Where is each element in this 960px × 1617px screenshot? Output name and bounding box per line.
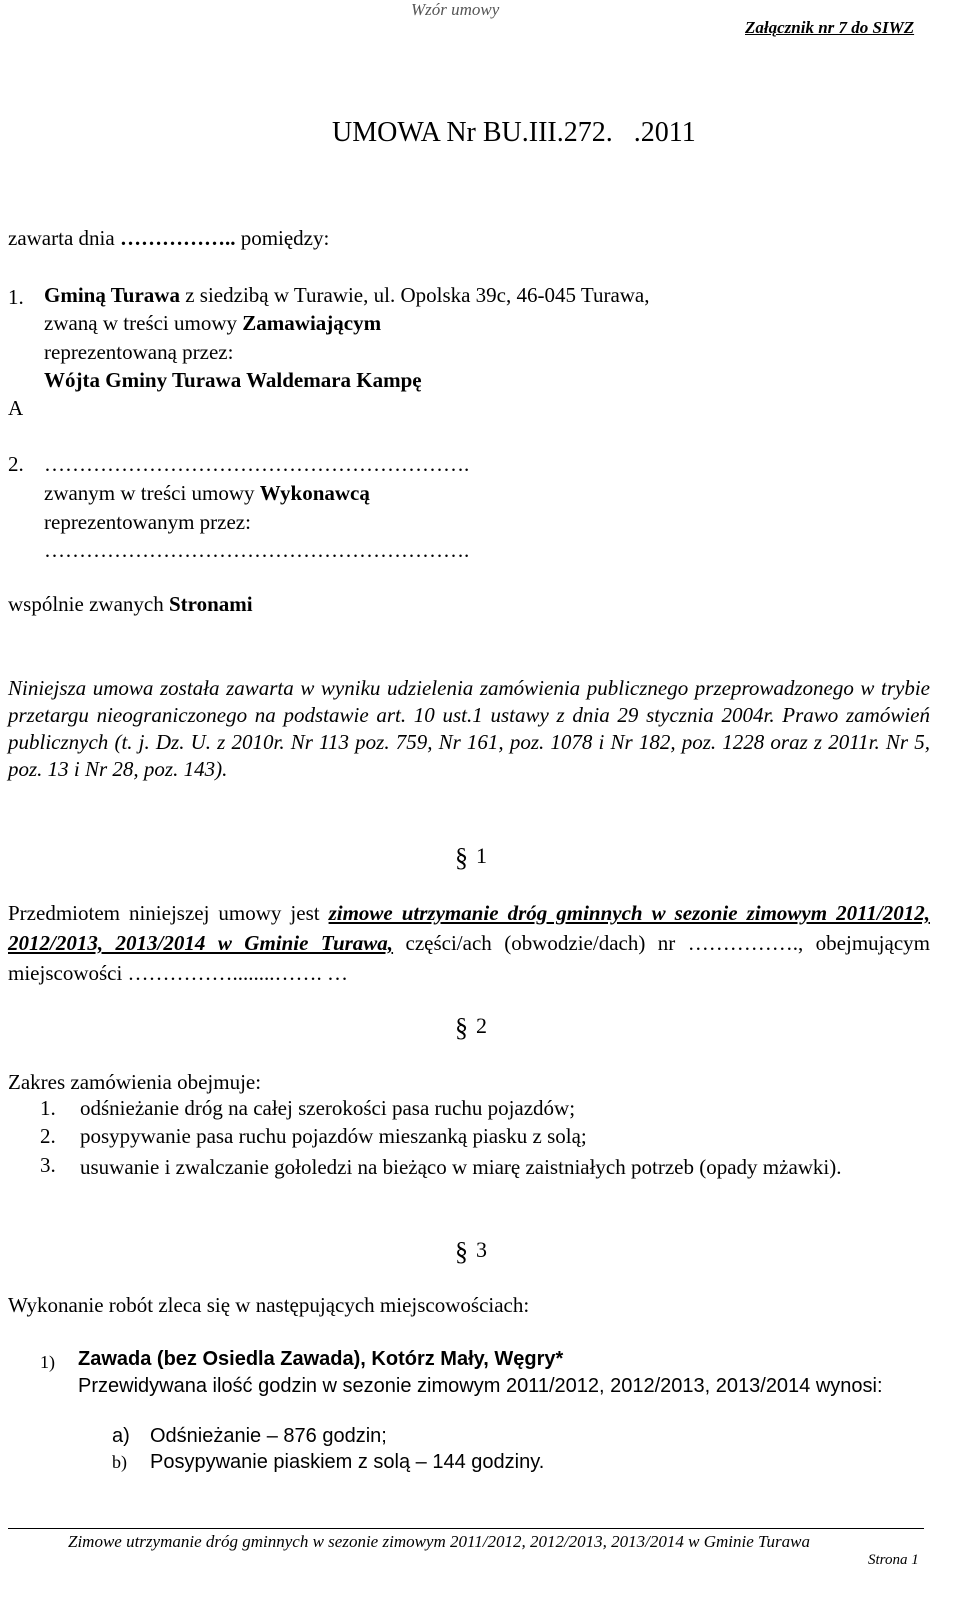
section-2-lead: Zakres zamówienia obejmuje:: [8, 1070, 262, 1094]
location-item-title: Zawada (bez Osiedla Zawada), Kotórz Mały, Węgry*: [78, 1348, 564, 1370]
list-item-num: 3.: [40, 1153, 56, 1177]
intro-suffix: pomiędzy:: [235, 226, 330, 250]
section-3-number: 3: [476, 1237, 487, 1262]
header-left-label: Wzór umowy: [411, 0, 500, 19]
party1-representative: Wójta Gminy Turawa Waldemara Kampę: [44, 368, 422, 392]
party1-name: Gminą Turawa: [44, 283, 180, 307]
location-item-num: 1): [40, 1352, 55, 1372]
together-line: [8, 592, 253, 617]
intro-line: [8, 226, 329, 251]
together-role: Stronami: [168, 592, 253, 616]
intro-prefix: zawarta dnia: [8, 226, 120, 250]
party2-dots: …………………………………………………….: [44, 452, 470, 476]
section-2-heading: [455, 1013, 487, 1043]
section-1-heading: [455, 843, 487, 873]
party1-number: 1.: [8, 285, 24, 309]
header-attachment-label: Załącznik nr 7 do SIWZ: [745, 18, 915, 37]
party1-called-prefix: zwaną w treści umowy: [44, 311, 243, 335]
party1-called-line: [44, 311, 381, 336]
page-number: Strona 1: [868, 1552, 919, 1568]
section-symbol: §: [455, 1013, 468, 1042]
document-title: UMOWA Nr BU.III.272. .2011: [332, 117, 696, 148]
conjunction: A: [8, 396, 24, 420]
section-1-number: 1: [476, 843, 487, 868]
footer-divider: [8, 1528, 924, 1529]
list-item-num: 2.: [40, 1124, 56, 1148]
list-item-text: usuwanie i zwalczanie gołoledzi na bieżąco w miarę zaistniałych potrzeb (opady mżawki).: [80, 1155, 842, 1179]
sub-item-num: b): [112, 1452, 127, 1472]
sub-item-num: a): [112, 1425, 130, 1447]
intro-dots: ……………..: [119, 226, 236, 250]
section-2-number: 2: [476, 1013, 487, 1038]
party1-represented: reprezentowaną przez:: [44, 340, 234, 364]
together-prefix: wspólnie zwanych: [8, 592, 169, 616]
location-hours-text: Przewidywana ilość godzin w sezonie zimowym 2011/2012, 2012/2013, 2013/2014 wynosi:: [78, 1375, 883, 1397]
section-3-heading: [455, 1237, 487, 1267]
party1-line: [44, 283, 650, 308]
sub-item-text: Posypywanie piaskiem z solą – 144 godziny.: [150, 1451, 545, 1473]
sub-item-text: Odśnieżanie – 876 godzin;: [150, 1425, 387, 1447]
preamble-paragraph: Niniejsza umowa została zawarta w wyniku udzielenia zamówienia publicznego przeprowadzonego w trybie przetargu nieograniczonego na podstawie art. 10 ust.1 ustawy z dnia 29 stycznia 2004r. Prawo zamówień publicznych (t. j. Dz. U. z 2010r. Nr 113 poz. 759, Nr 161, poz. 1078 i Nr 182, poz. 1228 oraz z 2011r. Nr 5, poz. 13 i Nr 28, poz. 143).: [8, 676, 930, 781]
party2-rep-dots: …………………………………………………….: [44, 538, 470, 562]
section-1-lead: Przedmiotem niniejszej umowy jest: [8, 901, 329, 925]
list-item-text: posypywanie pasa ruchu pojazdów mieszanką piasku z solą;: [80, 1124, 587, 1148]
party1-role: Zamawiającym: [242, 311, 382, 335]
party2-represented: reprezentowanym przez:: [44, 510, 251, 534]
section-symbol: §: [455, 843, 468, 872]
list-item-text: odśnieżanie dróg na całej szerokości pasa ruchu pojazdów;: [80, 1096, 576, 1120]
section-1-paragraph: [8, 898, 930, 988]
footer-text: Zimowe utrzymanie dróg gminnych w sezonie zimowym 2011/2012, 2012/2013, 2013/2014 w Gminie Turawa: [68, 1532, 811, 1551]
list-item-num: 1.: [40, 1096, 56, 1120]
section-3-lead: Wykonanie robót zleca się w następujących miejscowościach:: [8, 1293, 530, 1317]
section-1-rest: części/ach (obwodzie/dach) nr ……………., obejmującym miejscowości ……………........……. …: [8, 931, 930, 985]
party1-address: z siedzibą w Turawie, ul. Opolska 39c, 46-045 Turawa,: [179, 283, 650, 307]
party2-number: 2.: [8, 452, 24, 476]
section-symbol: §: [455, 1237, 468, 1266]
section-1-subject: zimowe utrzymanie dróg gminnych w sezonie zimowym 2011/2012, 2012/2013, 2013/2014 w Gminie Turawa,: [8, 901, 930, 955]
party2-called-line: [44, 481, 370, 506]
party2-called-prefix: zwanym w treści umowy: [44, 481, 260, 505]
party2-role: Wykonawcą: [259, 481, 370, 505]
